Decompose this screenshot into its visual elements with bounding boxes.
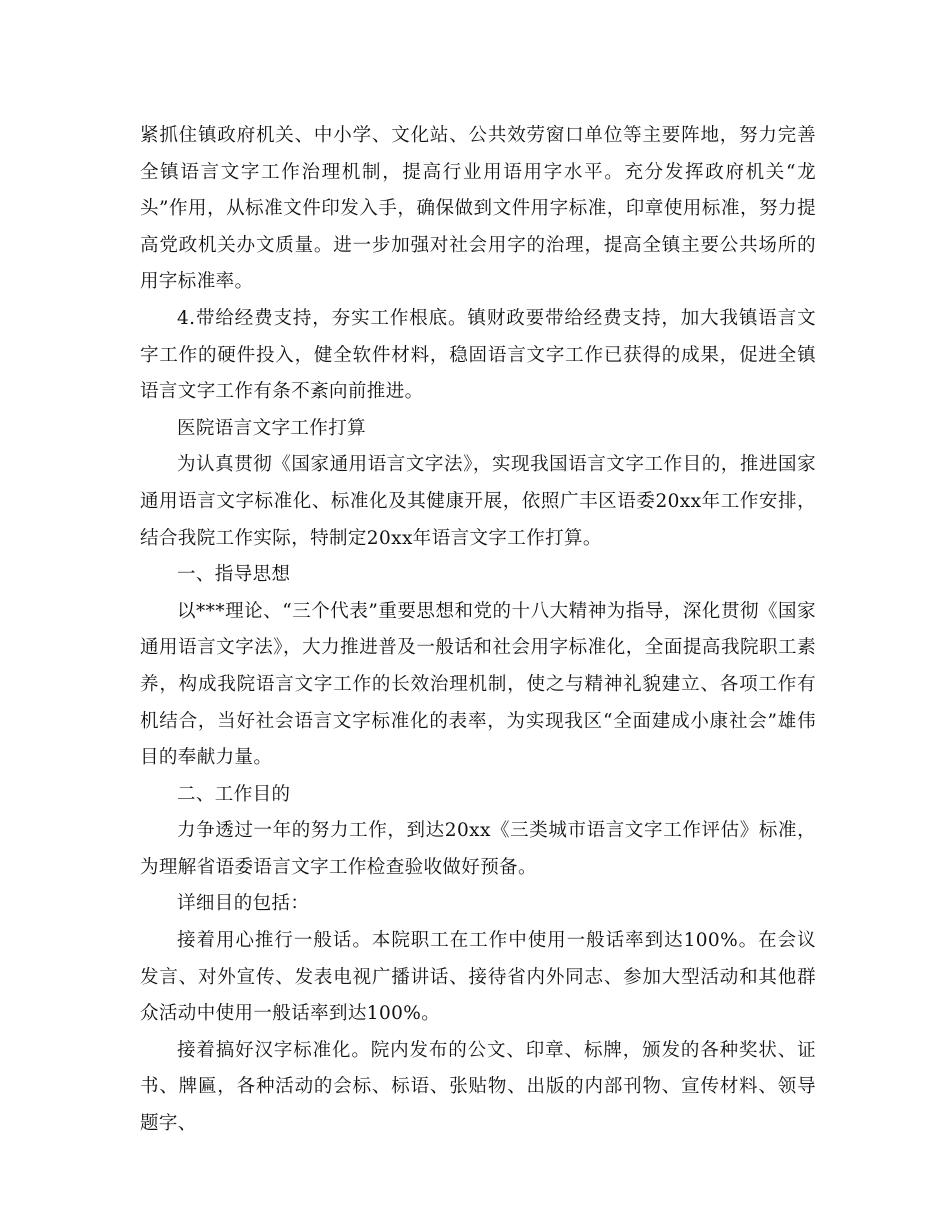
paragraph-character-standardization: 接着搞好汉字标准化。院内发布的公文、印章、标牌，颁发的各种奖状、证书、牌匾，各种活动的会标、标语、张贴物、出版的内部刊物、宣传材料、领导题字、: [140, 1039, 816, 1135]
paragraph-funding-support: 4.带给经费支持，夯实工作根底。镇财政要带给经费支持，加大我镇语言文字工作的硬件投入，健全软件材料，稳固语言文字工作已获得的成果，促进全镇语言文字工作有条不紊向前推进。: [140, 307, 816, 403]
paragraph-guiding-ideology: 以***理论、“三个代表”重要思想和党的十八大精神为指导，深化贯彻《国家通用语言文字法》，大力推进普及一般话和社会用字标准化，全面提高我院职工素养，构成我院语言文字工作的长效治理机制，使之与精神礼貌建立、各项工作有机结合，当好社会语言文字标准化的表率，为实现我区“全面建成小康社会”雄伟目的奉献力量。: [140, 600, 816, 769]
heading-work-goals: 二、工作目的: [177, 783, 291, 805]
paragraph-work-goals: 力争透过一年的努力工作，到达20xx《三类城市语言文字工作评估》标准，为理解省语委语言文字工作检查验收做好预备。: [140, 820, 816, 878]
paragraph-continuation: 紧抓住镇政府机关、中小学、文化站、公共效劳窗口单位等主要阵地，努力完善全镇语言文字工作治理机制，提高行业用语用字水平。充分发挥政府机关“龙头”作用，从标准文件印发入手，确保做到文件用字标准，印章使用标准，努力提高党政机关办文质量。进一步加强对社会用字的治理，提高全镇主要公共场所的用字标准率。: [140, 125, 816, 293]
document-body: [140, 118, 816, 1143]
section-title-hospital-plan: 医院语言文字工作打算: [177, 417, 367, 439]
paragraph-plan-intro: 为认真贯彻《国家通用语言文字法》，实现我国语言文字工作目的，推进国家通用语言文字标准化、标准化及其健康开展，依照广丰区语委20xx年工作安排，结合我院工作实际，特制定20xx年语言文字工作打算。: [140, 454, 816, 549]
paragraph-mandarin-promotion: 接着用心推行一般话。本院职工在工作中使用一般话率到达100%。在会议发言、对外宣传、发表电视广播讲话、接待省内外同志、参加大型活动和其他群众活动中使用一般话率到达100%。: [140, 930, 816, 1025]
heading-specific-goals: 详细目的包括：: [177, 893, 310, 915]
heading-guiding-ideology: 一、指导思想: [177, 564, 291, 586]
